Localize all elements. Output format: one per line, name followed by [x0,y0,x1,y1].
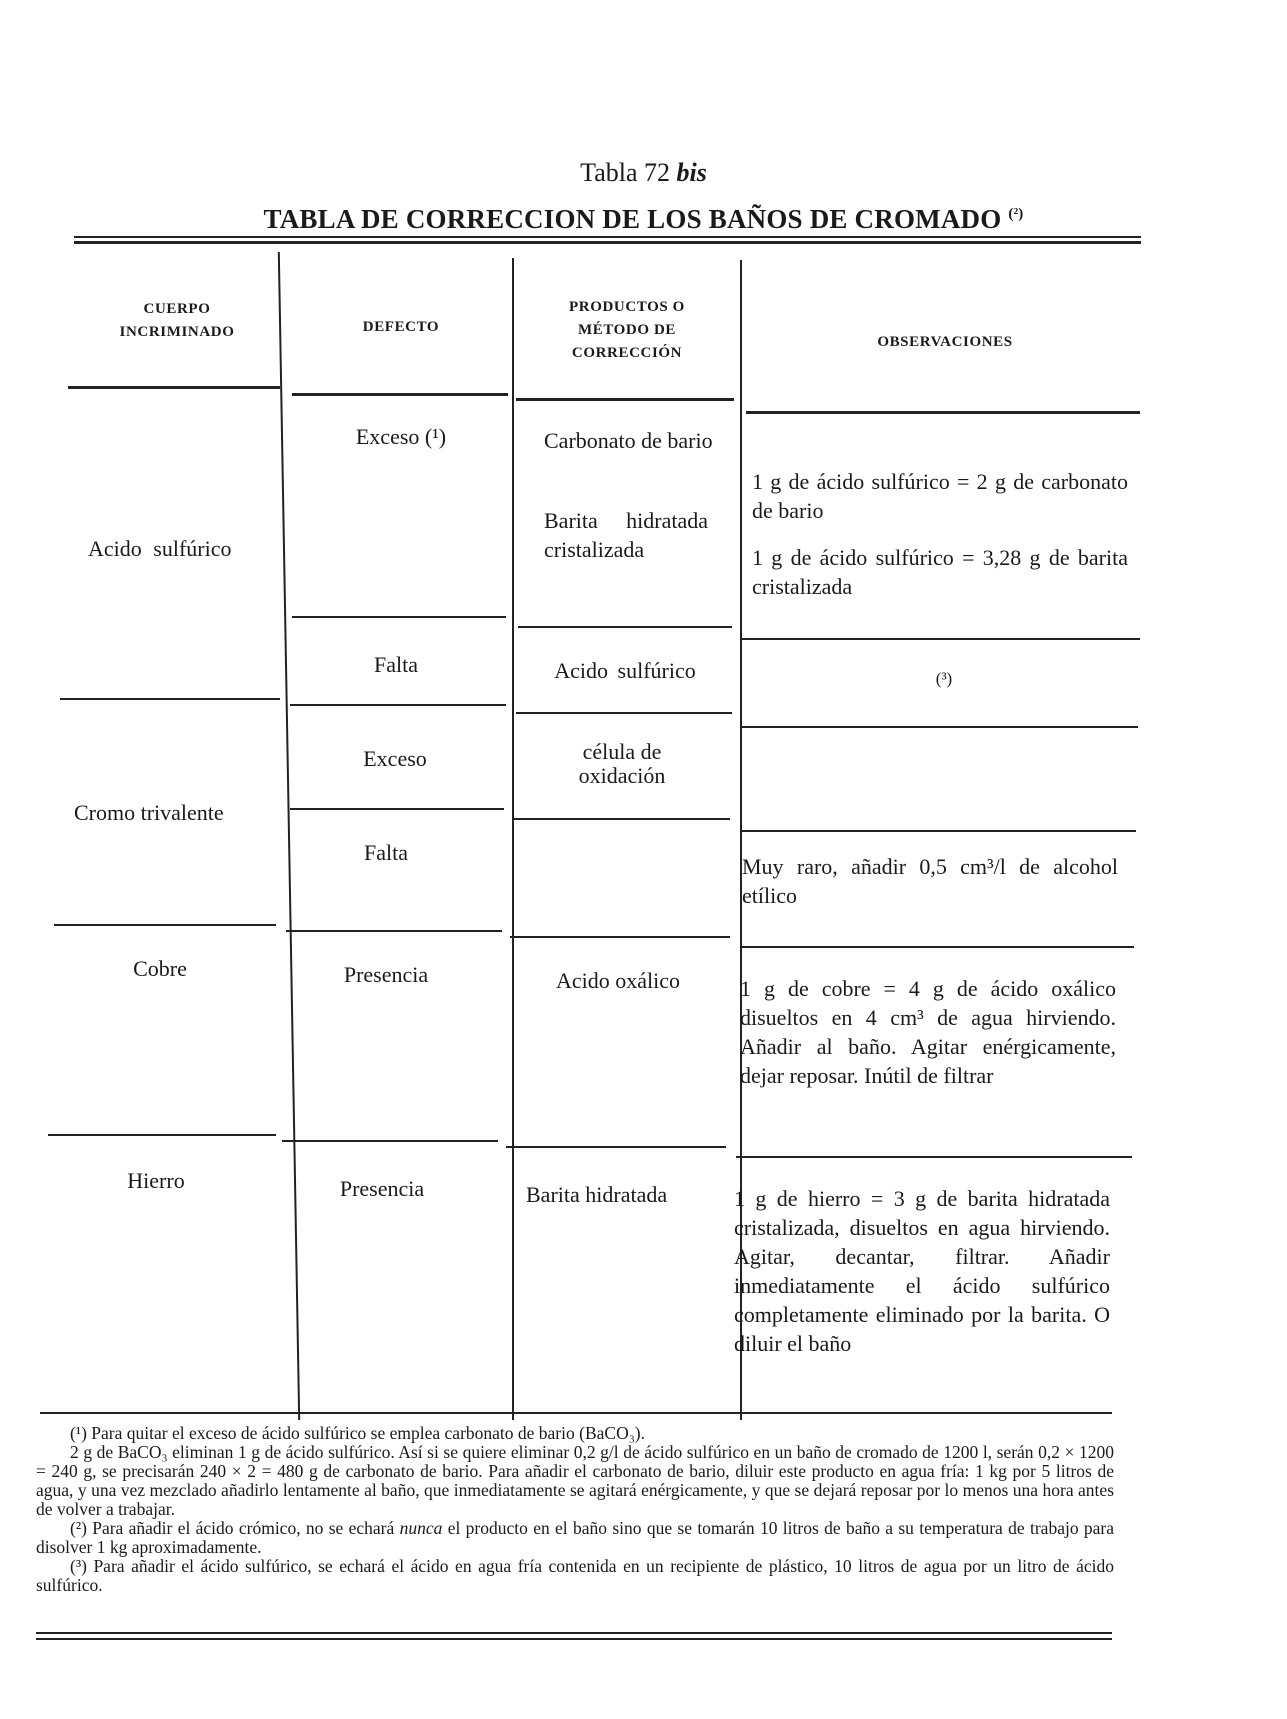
rule-group-3-col3 [506,1146,726,1148]
header-productos [520,296,734,365]
rule-defecto-1 [292,616,506,618]
header-productos-line2: MÉTODO DE [577,322,677,338]
footnote-1a: (¹) Para quitar el exceso de ácido sulfúrico se emplea carbonato de bario (BaCO₃). [70,1423,646,1443]
productos-acido-oxalico: Acido oxálico [555,968,681,993]
page-title [0,204,1287,235]
rule-group-1-col2 [290,704,506,706]
footnote-1b: 2 g de BaCO₃ eliminan 1 g de ácido sulfúrico. Así si se quiere eliminar 0,2 g/l de ácido sulfúrico en un baño de cromado de 1200 l, serán 0,2 × 1200 = 240 g, se precisarán 240 × 2 = 480 g de carbonato de bario. Para añadir el carbonato de bario, diluir este producto en agua fría: 1 kg por 5 litros de agua, y una vez mezclado añadirlo lentamente al baño, que inmediatamente se agitará enérgicamente, y que se dejará reposar por lo menos una hora antes de volver a trabajar. [36,1442,1114,1519]
defecto-falta-1: Falta [374,652,418,677]
rule-group-1-col1 [60,698,280,700]
rule-productos-2 [514,818,730,820]
header-observaciones [750,331,1140,354]
footnote-2-emphasis: nunca [399,1518,443,1538]
col-divider-2 [512,258,514,1420]
header-cuerpo-line2: INCRIMINADO [119,324,235,340]
footnote-2-post: el producto en el baño sino que se tomarán 10 litros de baño a su temperatura de trabajo para disolver 1 kg aproximadamente. [36,1518,1115,1557]
header-observaciones-label: OBSERVACIONES [877,334,1013,350]
header-rule-col4 [746,411,1140,414]
rule-group-3-col1 [48,1134,276,1136]
page-end-rule-2 [36,1638,1112,1640]
footnote-3: (³) Para añadir el ácido sulfúrico, se echará el ácido en agua fría contenida en un recipiente de plástico, 10 litros de agua por un litro de ácido sulfúrico. [36,1556,1114,1595]
rule-group-2-col4 [740,946,1134,948]
table-number [0,158,1287,188]
page-end-rule-1 [36,1632,1112,1634]
table-number-suffix: bis [676,158,707,187]
productos-carbonato: Carbonato de bario [544,428,713,453]
defecto-falta-2: Falta [364,840,408,865]
footnote-2-pre: (²) Para añadir el ácido crómico, no se echará [70,1518,400,1538]
cuerpo-acido-sulfurico: Acido sulfúrico [88,536,232,561]
rule-group-2-col2 [286,930,502,932]
rule-obs-1 [742,638,1140,640]
header-productos-line3: CORRECCIÓN [571,345,683,361]
obs-cromo-falta: Muy raro, añadir 0,5 cm³/l de alcohol etílico [742,854,1118,908]
defecto-presencia-1: Presencia [343,962,429,987]
header-rule-col1 [68,386,280,389]
top-rule-2 [74,241,1141,244]
page-title-text: TABLA DE CORRECCION DE LOS BAÑOS DE CROMADO [263,204,1002,234]
table-bottom-rule [40,1412,1112,1414]
obs-cobre: 1 g de cobre = 4 g de ácido oxálico disueltos en 4 cm³ de agua hirviendo. Añadir al baño. Agitar enérgicamente, dejar reposar. Inútil de filtrar [740,976,1116,1088]
rule-group-2-col3 [510,936,730,938]
productos-celula: célula de oxidación [578,739,666,788]
footnotes [36,1424,1114,1595]
obs-note-3: (³) [935,669,953,688]
footnote-2 [36,1519,1114,1557]
cuerpo-hierro: Hierro [127,1168,185,1193]
table-number-prefix: Tabla 72 [580,158,671,187]
header-rule-col3 [516,398,734,401]
defecto-exceso-2: Exceso [363,746,427,771]
header-cuerpo [74,298,280,344]
productos-acido-sulfurico: Acido sulfúrico [554,658,696,683]
productos-barita: Barita hidratada cristalizada [544,508,708,562]
rule-group-1-col3 [516,712,732,714]
header-cuerpo-line1: CUERPO [143,301,211,317]
defecto-presencia-2: Presencia [339,1176,425,1201]
defecto-exceso-1 [296,422,506,451]
obs-acido-2: 1 g de ácido sulfúrico = 3,28 g de barita cristalizada [752,545,1128,599]
productos-barita-hidratada: Barita hidratada [526,1182,668,1207]
obs-hierro: 1 g de hierro = 3 g de barita hidratada cristalizada, disueltos en agua hirviendo. Agitar, decantar, filtrar. Añadir inmediatamente el ácido sulfúrico completamente eliminado por la barita. O diluir el baño [734,1186,1110,1356]
header-defecto-label: DEFECTO [362,319,440,335]
rule-group-3-col2 [282,1140,498,1142]
rule-defecto-2 [290,808,504,810]
rule-group-3-col4 [736,1156,1132,1158]
header-defecto [296,316,506,339]
rule-group-1-col4 [742,726,1138,728]
cuerpo-cromo-trivalente: Cromo trivalente [74,800,224,825]
header-rule-col2 [292,393,508,396]
cuerpo-cobre: Cobre [133,956,187,981]
defecto-exceso-1-text: Exceso (¹) [355,424,447,449]
top-rule-1 [74,236,1141,238]
rule-group-2-col1 [54,924,276,926]
header-productos-line1: PRODUCTOS O [569,299,685,315]
title-footnote-ref: (²) [1008,206,1024,222]
rule-obs-2 [740,830,1136,832]
rule-productos-1 [518,626,732,628]
obs-acido-1: 1 g de ácido sulfúrico = 2 g de carbonato de bario [752,469,1128,523]
